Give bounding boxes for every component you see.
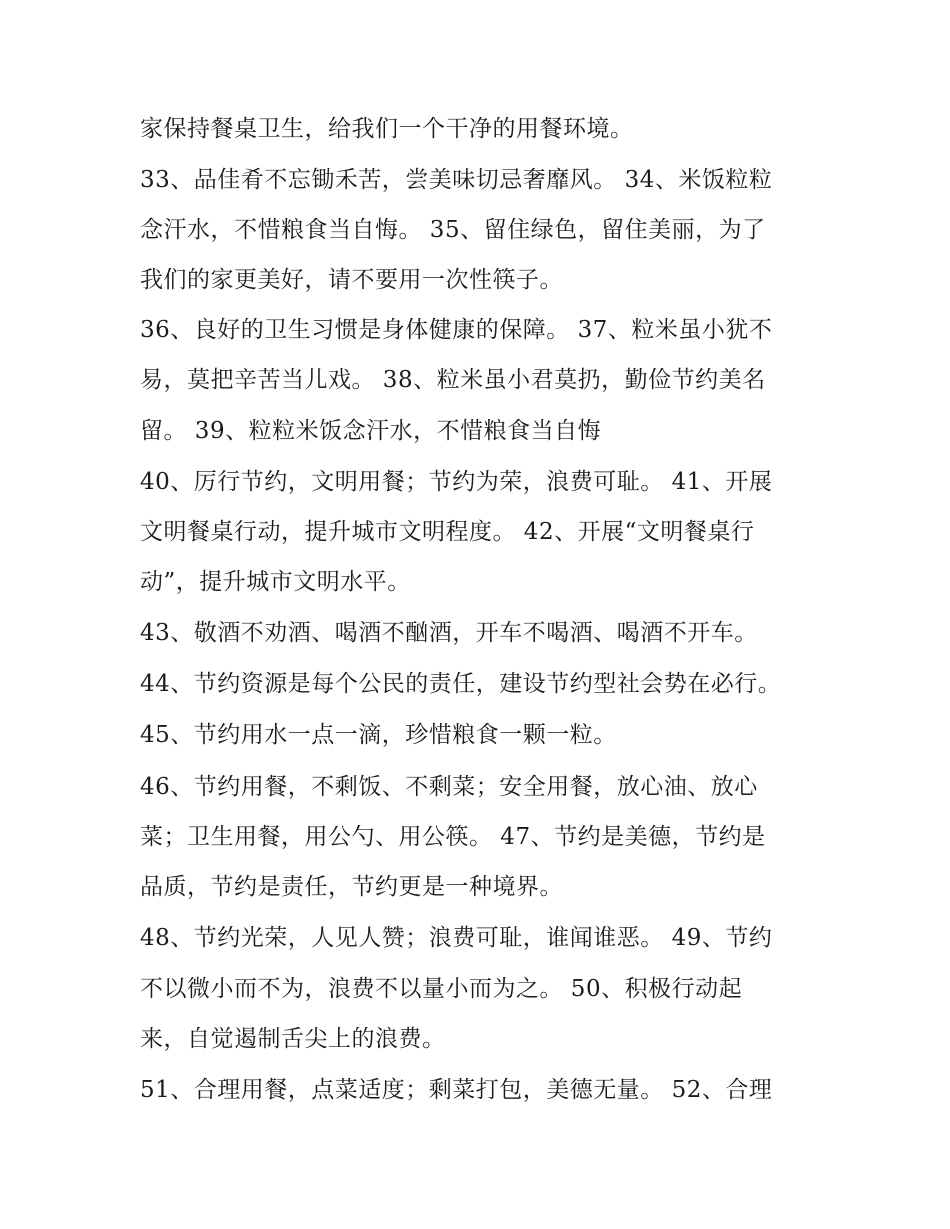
text-line: 不以微小而不为，浪费不以量小而为之。 50、积极行动起 <box>140 976 743 1002</box>
text-line: 45、节约用水一点一滴，珍惜粮食一颗一粒。 <box>140 722 617 748</box>
text-line: 易，莫把辛苦当儿戏。 38、粒米虽小君莫扔，勤俭节约美名 <box>140 367 766 393</box>
text-line: 40、厉行节约，文明用餐；节约为荣，浪费可耻。 41、开展 <box>140 469 773 495</box>
text-line: 36、良好的卫生习惯是身体健康的保障。 37、粒米虽小犹不 <box>140 317 773 343</box>
text-line: 来，自觉遏制舌尖上的浪费。 <box>140 1026 446 1052</box>
text-line: 家保持餐桌卫生，给我们一个干净的用餐环境。 <box>140 116 634 142</box>
text-line: 44、节约资源是每个公民的责任，建设节约型社会势在必行。 <box>140 671 782 697</box>
text-line: 48、节约光荣，人见人赞；浪费可耻，谁闻谁恶。 49、节约 <box>140 925 773 951</box>
text-line: 43、敬酒不劝酒、喝酒不酗酒，开车不喝酒、喝酒不开车。 <box>140 620 758 646</box>
text-line: 我们的家更美好，请不要用一次性筷子。 <box>140 267 563 293</box>
text-line: 动”，提升城市文明水平。 <box>140 569 411 595</box>
text-line: 文明餐桌行动，提升城市文明程度。 42、开展“文明餐桌行 <box>140 519 755 545</box>
text-line: 留。 39、粒粒米饭念汗水，不惜粮食当自悔 <box>140 418 602 444</box>
text-line: 46、节约用餐，不剩饭、不剩菜；安全用餐，放心油、放心 <box>140 774 758 800</box>
text-line: 51、合理用餐，点菜适度；剩菜打包，美德无量。 52、合理 <box>140 1077 773 1103</box>
text-line: 品质，节约是责任，节约更是一种境界。 <box>140 874 563 900</box>
text-line: 菜；卫生用餐，用公勺、用公筷。 47、节约是美德，节约是 <box>140 824 766 850</box>
text-line: 33、品佳肴不忘锄禾苦，尝美味切忌奢靡风。 34、米饭粒粒 <box>140 167 773 193</box>
text-line: 念汗水，不惜粮食当自悔。 35、留住绿色，留住美丽，为了 <box>140 217 766 243</box>
